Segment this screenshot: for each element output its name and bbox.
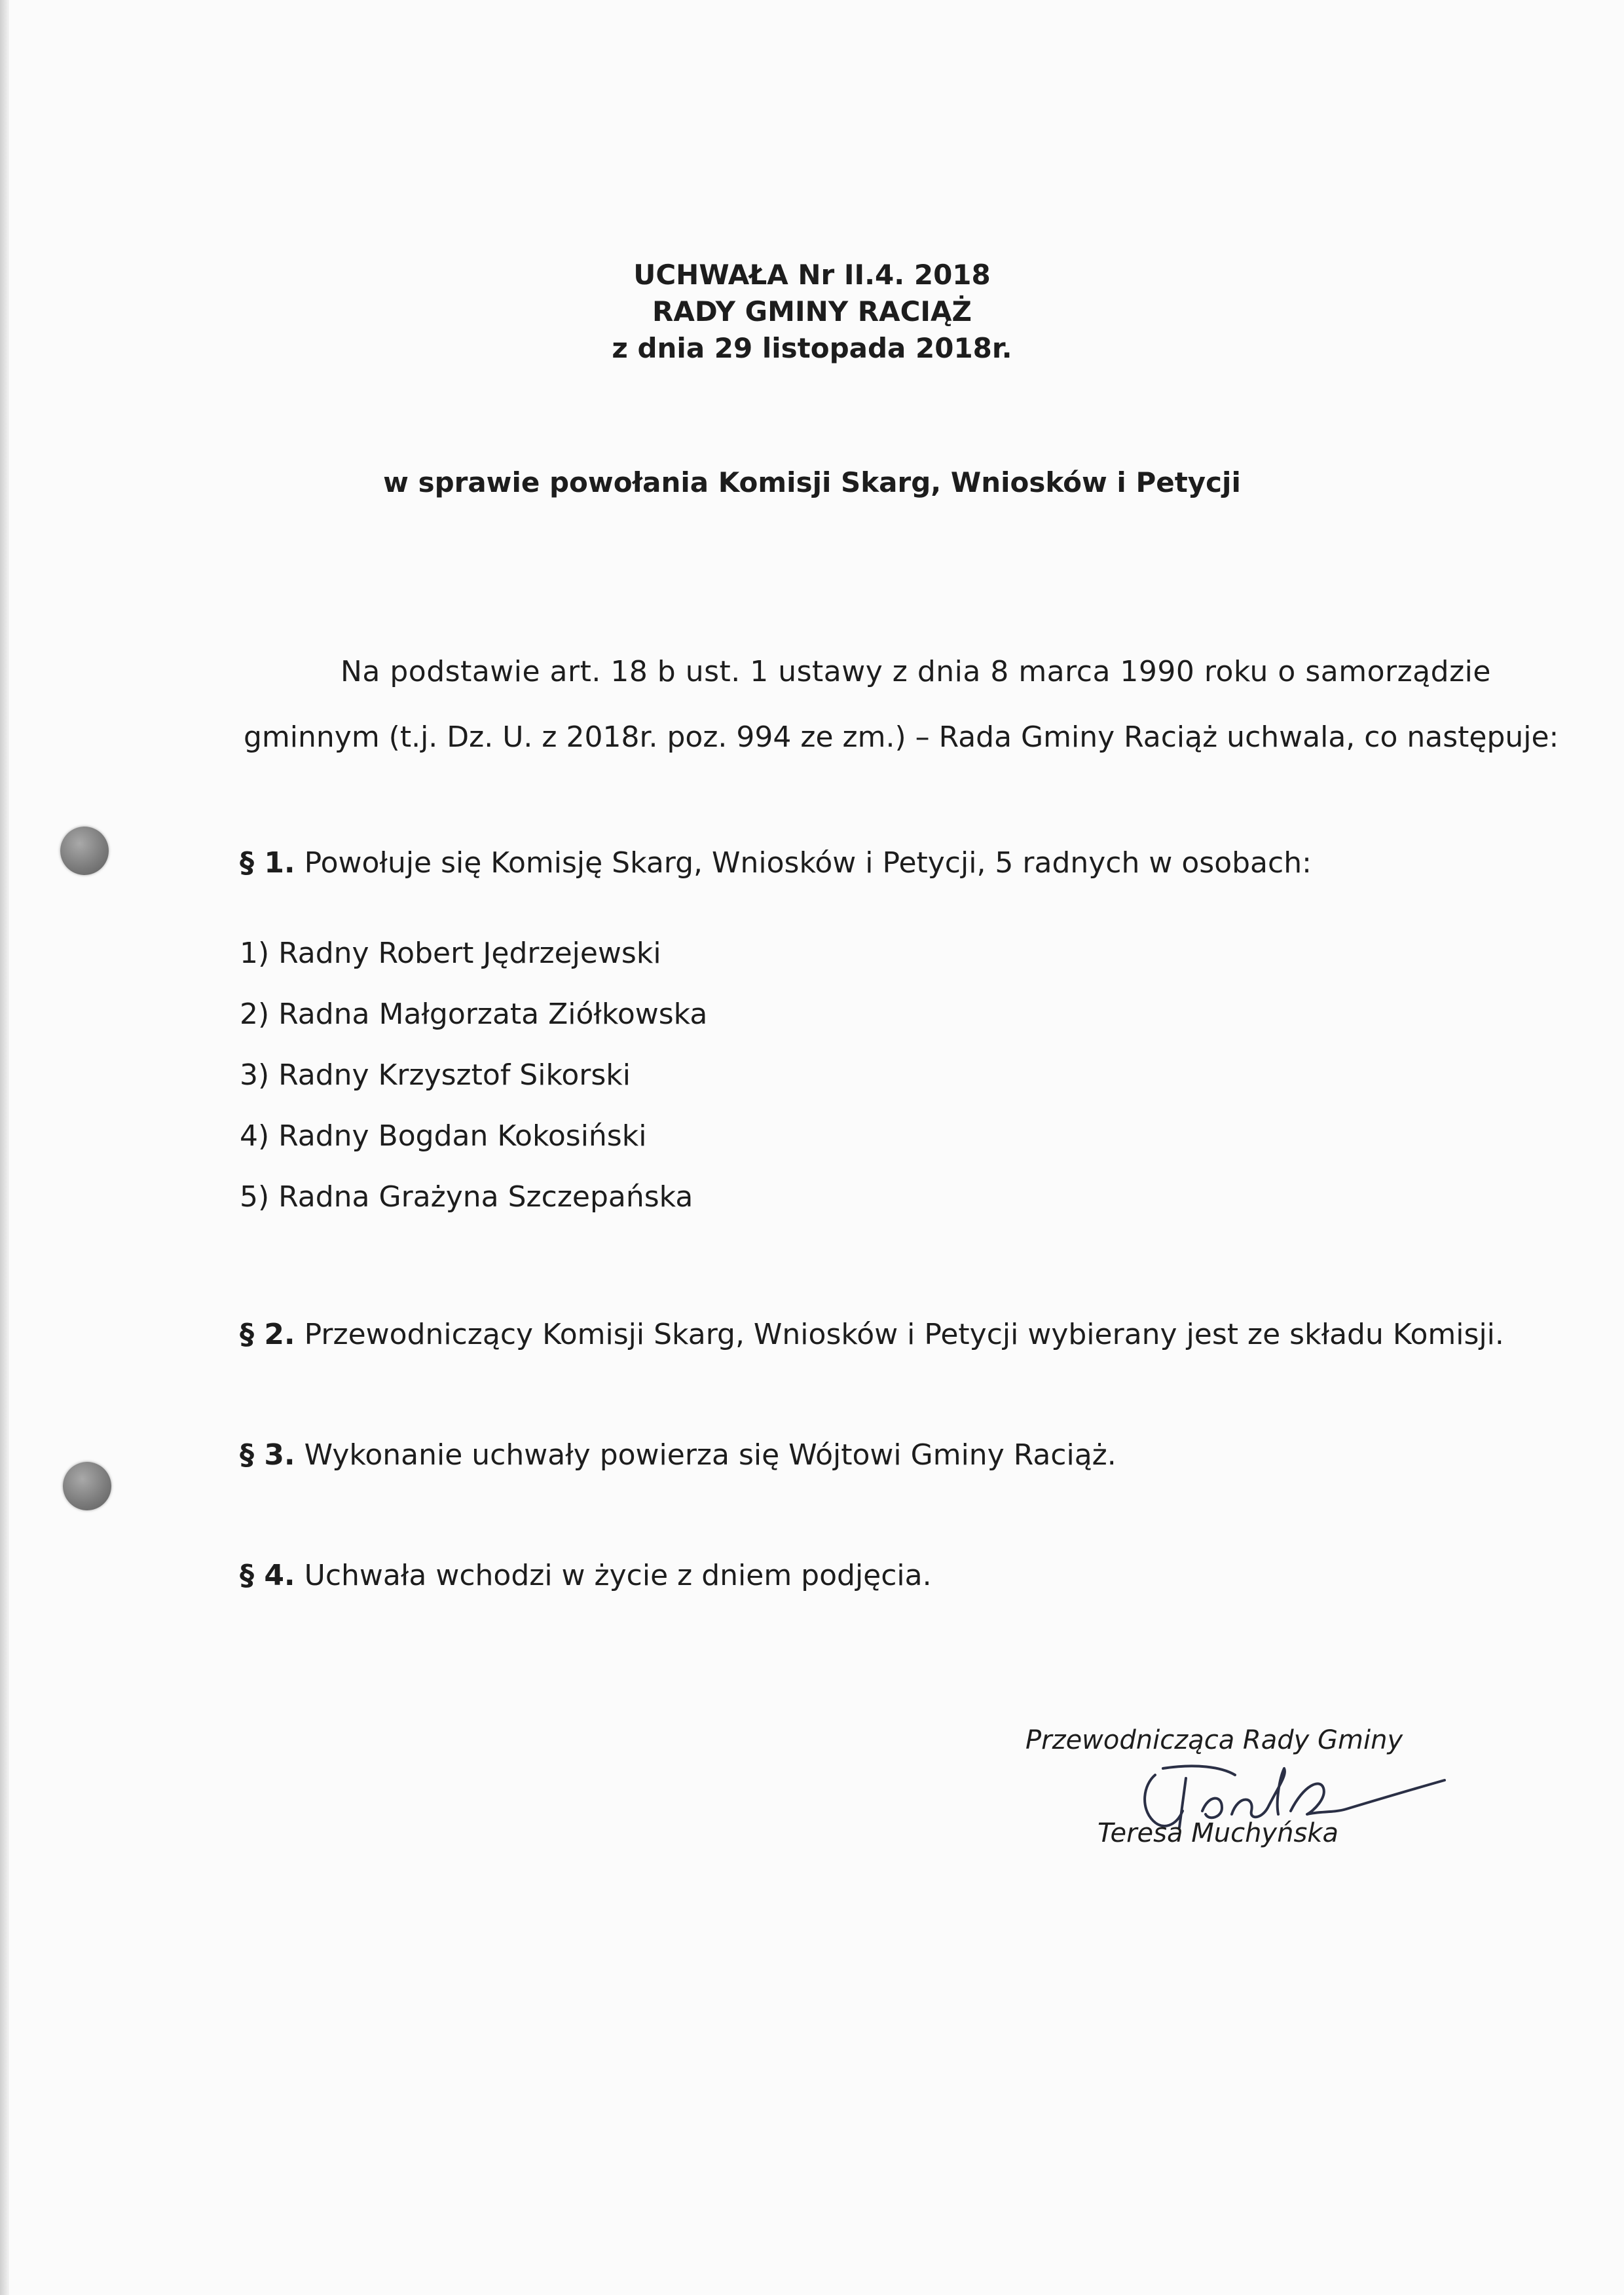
resolution-number: UCHWAŁA Nr II.4. 2018 — [633, 259, 991, 291]
resolution-subject: w sprawie powołania Komisji Skarg, Wniosków i Petycji — [383, 466, 1241, 498]
paragraph-3 — [240, 1438, 1116, 1472]
paragraph-4 — [240, 1559, 932, 1592]
paragraph-4-symbol: § 4. — [240, 1559, 295, 1592]
list-item: 3) Radny Krzysztof Sikorski — [240, 1058, 631, 1092]
legal-basis-line-1: Na podstawie art. 18 b ust. 1 ustawy z dnia 8 marca 1990 roku o samorządzie — [341, 655, 1491, 688]
paragraph-2-symbol: § 2. — [240, 1318, 295, 1351]
legal-basis-line-2: gminnym (t.j. Dz. U. z 2018r. poz. 994 ze zm.) – Rada Gminy Raciąż uchwala, co następuje: — [244, 720, 1559, 754]
signature-block — [1025, 1725, 1497, 1848]
punch-hole-bottom — [63, 1462, 111, 1510]
list-item: 5) Radna Grażyna Szczepańska — [240, 1180, 693, 1214]
list-item: 4) Radny Bogdan Kokosiński — [240, 1119, 647, 1153]
paragraph-1-text: Powołuje się Komisję Skarg, Wniosków i Petycji, 5 radnych w osobach: — [295, 846, 1312, 880]
list-item: 1) Radny Robert Jędrzejewski — [240, 937, 661, 970]
legal-basis — [244, 639, 1559, 770]
paragraph-3-symbol: § 3. — [240, 1438, 295, 1472]
list-item: 2) Radna Małgorzata Ziółkowska — [240, 998, 708, 1031]
signatory-title: Przewodnicząca Rady Gminy — [1025, 1725, 1403, 1755]
paragraph-4-text: Uchwała wchodzi w życie z dniem podjęcia. — [295, 1559, 932, 1592]
paragraph-3-text: Wykonanie uchwały powierza się Wójtowi Gminy Raciąż. — [295, 1438, 1116, 1472]
paragraph-2 — [240, 1318, 1504, 1351]
resolution-date: z dnia 29 listopada 2018r. — [612, 332, 1012, 364]
paragraph-1-symbol: § 1. — [240, 846, 295, 880]
signatory-name: Teresa Muchyńska — [1098, 1818, 1338, 1848]
committee-members-list — [240, 937, 707, 1241]
resolution-header — [0, 257, 1624, 367]
punch-hole-top — [60, 827, 109, 875]
council-name: RADY GMINY RACIĄŻ — [652, 295, 972, 327]
paragraph-1 — [240, 846, 1312, 880]
paragraph-2-text: Przewodniczący Komisji Skarg, Wniosków i Petycji wybierany jest ze składu Komisji. — [295, 1318, 1504, 1351]
